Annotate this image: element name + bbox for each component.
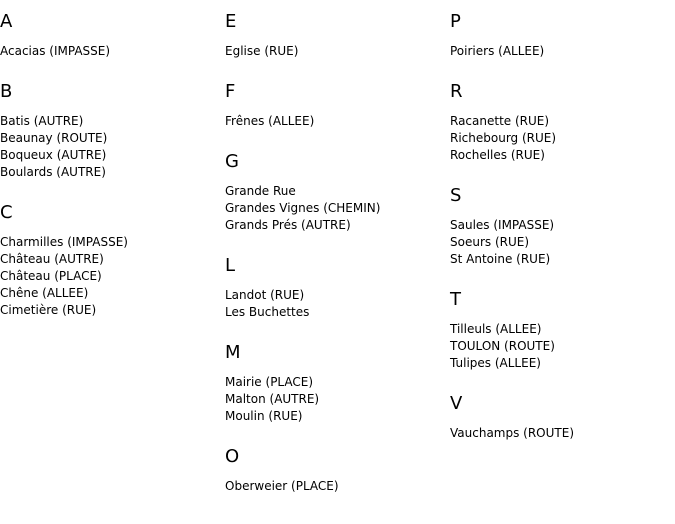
letter-group: [450, 290, 675, 372]
letter-heading: F: [225, 81, 236, 102]
street-link[interactable]: Tulipes (ALLEE): [450, 356, 541, 370]
street-link[interactable]: Batis (AUTRE): [0, 114, 84, 128]
letter-heading: A: [0, 11, 13, 32]
letter-group: [450, 186, 675, 268]
letter-heading: B: [0, 81, 13, 102]
street-link[interactable]: Poiriers (ALLEE): [450, 44, 545, 58]
street-link[interactable]: Grande Rue: [225, 184, 296, 198]
letter-heading: V: [450, 393, 463, 414]
street-link[interactable]: TOULON (ROUTE): [450, 339, 555, 353]
letter-group: [225, 152, 450, 234]
street-link[interactable]: Charmilles (IMPASSE): [0, 235, 128, 249]
street-link[interactable]: Richebourg (RUE): [450, 131, 557, 145]
street-link[interactable]: Malton (AUTRE): [225, 392, 320, 406]
street-link[interactable]: Château (PLACE): [0, 269, 102, 283]
letter-heading: P: [450, 11, 461, 32]
letter-heading: S: [450, 185, 462, 206]
street-link[interactable]: Grands Prés (AUTRE): [225, 218, 351, 232]
street-link[interactable]: Moulin (RUE): [225, 409, 303, 423]
street-link[interactable]: Cimetière (RUE): [0, 303, 97, 317]
street-link[interactable]: Mairie (PLACE): [225, 375, 314, 389]
street-link[interactable]: Château (AUTRE): [0, 252, 104, 266]
street-link[interactable]: Boulards (AUTRE): [0, 165, 106, 179]
letter-group: [225, 256, 450, 321]
street-link[interactable]: Tilleuls (ALLEE): [450, 322, 542, 336]
street-link[interactable]: Soeurs (RUE): [450, 235, 530, 249]
street-link[interactable]: Oberweier (PLACE): [225, 479, 339, 493]
letter-group: [0, 82, 225, 181]
letter-group: [225, 12, 450, 60]
street-link[interactable]: Grandes Vignes (CHEMIN): [225, 201, 381, 215]
street-link[interactable]: Chêne (ALLEE): [0, 286, 89, 300]
street-link[interactable]: Frênes (ALLEE): [225, 114, 315, 128]
letter-group: [225, 447, 450, 495]
letter-heading: L: [225, 255, 236, 276]
letter-group: [0, 203, 225, 319]
letter-heading: C: [0, 202, 13, 223]
street-link[interactable]: Landot (RUE): [225, 288, 305, 302]
letter-group: [225, 82, 450, 130]
street-link[interactable]: Rochelles (RUE): [450, 148, 545, 162]
letter-heading: E: [225, 11, 237, 32]
street-link[interactable]: Boqueux (AUTRE): [0, 148, 107, 162]
street-link[interactable]: St Antoine (RUE): [450, 252, 551, 266]
letter-heading: R: [450, 81, 463, 102]
letter-heading: G: [225, 151, 239, 172]
letter-group: [225, 343, 450, 425]
letter-group: [450, 82, 675, 164]
letter-group: [450, 12, 675, 60]
street-link[interactable]: Beaunay (ROUTE): [0, 131, 108, 145]
letter-group: [450, 394, 675, 442]
letter-heading: M: [225, 342, 241, 363]
street-link[interactable]: Eglise (RUE): [225, 44, 299, 58]
street-index-column-3: [450, 0, 675, 464]
letter-heading: T: [450, 289, 461, 310]
street-link[interactable]: Acacias (IMPASSE): [0, 44, 111, 58]
street-link[interactable]: Les Buchettes: [225, 305, 310, 319]
letter-heading: O: [225, 446, 240, 467]
street-link[interactable]: Racanette (RUE): [450, 114, 550, 128]
letter-group: [0, 12, 225, 60]
street-index-column-1: [0, 0, 225, 341]
street-link[interactable]: Vauchamps (ROUTE): [450, 426, 575, 440]
street-link[interactable]: Saules (IMPASSE): [450, 218, 555, 232]
street-index-column-2: [225, 0, 450, 517]
